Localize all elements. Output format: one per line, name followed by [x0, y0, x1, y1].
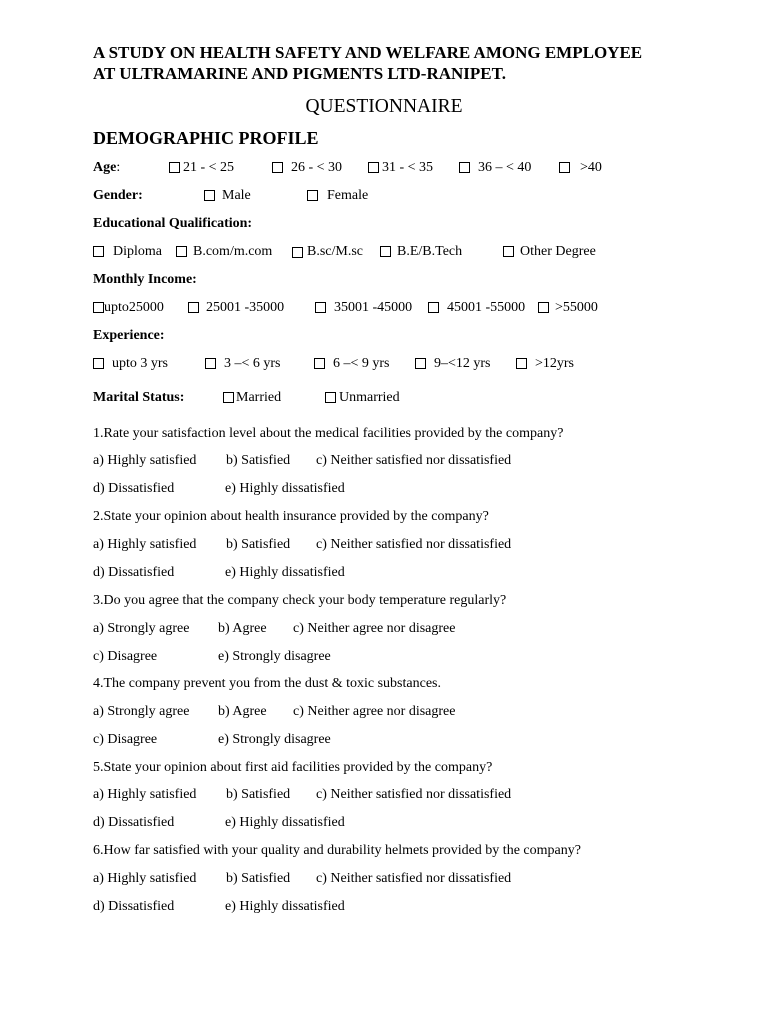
experience-upto3-option: upto 3 yrs: [112, 356, 168, 371]
question-5-option-a[interactable]: a) Highly satisfied: [93, 787, 197, 802]
marital-unmarried-checkbox[interactable]: [325, 392, 336, 403]
question-3-option-d[interactable]: c) Disagree: [93, 649, 158, 664]
document-title-line-2: AT ULTRAMARINE AND PIGMENTS LTD-RANIPET.: [93, 64, 506, 83]
education-be-option: B.E/B.Tech: [397, 244, 463, 259]
demographic-profile-heading: DEMOGRAPHIC PROFILE: [93, 128, 319, 148]
income-over-55000-option: >55000: [555, 300, 598, 315]
income-35001-45000-checkbox[interactable]: [315, 302, 326, 313]
experience-label: Experience:: [93, 328, 165, 343]
education-diploma-option: Diploma: [113, 244, 162, 259]
income-45001-55000-checkbox[interactable]: [428, 302, 439, 313]
question-2-option-c[interactable]: c) Neither satisfied nor dissatisfied: [316, 537, 512, 552]
question-2-option-e[interactable]: e) Highly dissatisfied: [225, 565, 345, 580]
question-4-text: 4.The company prevent you from the dust & toxic substances.: [93, 676, 441, 691]
education-be-checkbox[interactable]: [380, 246, 391, 257]
question-6-option-a[interactable]: a) Highly satisfied: [93, 871, 197, 886]
question-6-option-d[interactable]: d) Dissatisfied: [93, 899, 175, 914]
question-1-option-d[interactable]: d) Dissatisfied: [93, 481, 175, 496]
document-title-line-1: A STUDY ON HEALTH SAFETY AND WELFARE AMONG EMPLOYEE: [93, 43, 643, 62]
age-36-40-checkbox[interactable]: [459, 162, 470, 173]
question-5-option-e[interactable]: e) Highly dissatisfied: [225, 815, 345, 830]
experience-9-12-option: 9–<12 yrs: [434, 356, 491, 371]
question-2-option-a[interactable]: a) Highly satisfied: [93, 537, 197, 552]
income-label: Monthly Income:: [93, 272, 197, 287]
education-bsc-checkbox[interactable]: [292, 247, 303, 258]
age-26-30-checkbox[interactable]: [272, 162, 283, 173]
education-label: Educational Qualification:: [93, 216, 253, 231]
question-5-option-b[interactable]: b) Satisfied: [226, 787, 291, 802]
education-other-checkbox[interactable]: [503, 246, 514, 257]
question-6-option-e[interactable]: e) Highly dissatisfied: [225, 899, 345, 914]
question-4-option-a[interactable]: a) Strongly agree: [93, 704, 190, 719]
experience-9-12-checkbox[interactable]: [415, 358, 426, 369]
question-4-option-c[interactable]: c) Neither agree nor disagree: [293, 704, 456, 719]
experience-6-9-checkbox[interactable]: [314, 358, 325, 369]
experience-6-9-option: 6 –< 9 yrs: [333, 356, 390, 371]
age-36-40-option: 36 – < 40: [478, 160, 532, 175]
question-5-option-d[interactable]: d) Dissatisfied: [93, 815, 175, 830]
question-1-option-a[interactable]: a) Highly satisfied: [93, 453, 197, 468]
marital-status-label: Marital Status:: [93, 390, 185, 405]
gender-male-option: Male: [222, 188, 251, 203]
questionnaire-heading: QUESTIONNAIRE: [305, 96, 463, 117]
question-2-text: 2.State your opinion about health insurance provided by the company?: [93, 509, 489, 524]
question-3-option-c[interactable]: c) Neither agree nor disagree: [293, 621, 456, 636]
experience-upto3-checkbox[interactable]: [93, 358, 104, 369]
gender-male-checkbox[interactable]: [204, 190, 215, 201]
gender-female-option: Female: [327, 188, 369, 203]
question-1-text: 1.Rate your satisfaction level about the medical facilities provided by the company?: [93, 426, 564, 441]
marital-married-checkbox[interactable]: [223, 392, 234, 403]
question-4-option-e[interactable]: e) Strongly disagree: [218, 732, 331, 747]
question-1-option-c[interactable]: c) Neither satisfied nor dissatisfied: [316, 453, 512, 468]
experience-3-6-option: 3 –< 6 yrs: [224, 356, 281, 371]
question-2-option-d[interactable]: d) Dissatisfied: [93, 565, 175, 580]
marital-unmarried-option: Unmarried: [339, 390, 400, 405]
question-1-option-e[interactable]: e) Highly dissatisfied: [225, 481, 345, 496]
question-5-option-c[interactable]: c) Neither satisfied nor dissatisfied: [316, 787, 512, 802]
education-bcom-checkbox[interactable]: [176, 246, 187, 257]
age-31-35-checkbox[interactable]: [368, 162, 379, 173]
gender-label: Gender:: [93, 188, 143, 203]
income-25001-35000-option: 25001 -35000: [206, 300, 285, 315]
question-3-option-b[interactable]: b) Agree: [218, 621, 267, 636]
question-4-option-d[interactable]: c) Disagree: [93, 732, 158, 747]
income-45001-55000-option: 45001 -55000: [447, 300, 526, 315]
education-bcom-option: B.com/m.com: [193, 244, 273, 259]
income-over-55000-checkbox[interactable]: [538, 302, 549, 313]
income-35001-45000-option: 35001 -45000: [334, 300, 413, 315]
experience-over-12-option: >12yrs: [535, 356, 575, 371]
age-26-30-option: 26 - < 30: [291, 160, 343, 175]
question-1-option-b[interactable]: b) Satisfied: [226, 453, 291, 468]
education-other-option: Other Degree: [520, 244, 596, 259]
age-over-40-option: >40: [580, 160, 602, 175]
question-6-option-b[interactable]: b) Satisfied: [226, 871, 291, 886]
question-4-option-b[interactable]: b) Agree: [218, 704, 267, 719]
gender-female-checkbox[interactable]: [307, 190, 318, 201]
question-3-option-a[interactable]: a) Strongly agree: [93, 621, 190, 636]
age-21-25-checkbox[interactable]: [169, 162, 180, 173]
age-21-25-option: 21 - < 25: [183, 160, 235, 175]
question-6-option-c[interactable]: c) Neither satisfied nor dissatisfied: [316, 871, 512, 886]
income-25001-35000-checkbox[interactable]: [188, 302, 199, 313]
income-upto25000-checkbox[interactable]: [93, 302, 104, 313]
education-bsc-option: B.sc/M.sc: [307, 244, 363, 259]
income-upto25000-option: upto25000: [104, 300, 164, 315]
question-5-text: 5.State your opinion about first aid facilities provided by the company?: [93, 760, 493, 775]
age-label: Age:: [93, 160, 121, 175]
experience-3-6-checkbox[interactable]: [205, 358, 216, 369]
question-3-option-e[interactable]: e) Strongly disagree: [218, 649, 331, 664]
question-6-text: 6.How far satisfied with your quality and durability helmets provided by the company?: [93, 843, 581, 858]
age-31-35-option: 31 - < 35: [382, 160, 434, 175]
age-over-40-checkbox[interactable]: [559, 162, 570, 173]
education-diploma-checkbox[interactable]: [93, 246, 104, 257]
question-2-option-b[interactable]: b) Satisfied: [226, 537, 291, 552]
experience-over-12-checkbox[interactable]: [516, 358, 527, 369]
marital-married-option: Married: [236, 390, 282, 405]
question-3-text: 3.Do you agree that the company check your body temperature regularly?: [93, 593, 507, 608]
